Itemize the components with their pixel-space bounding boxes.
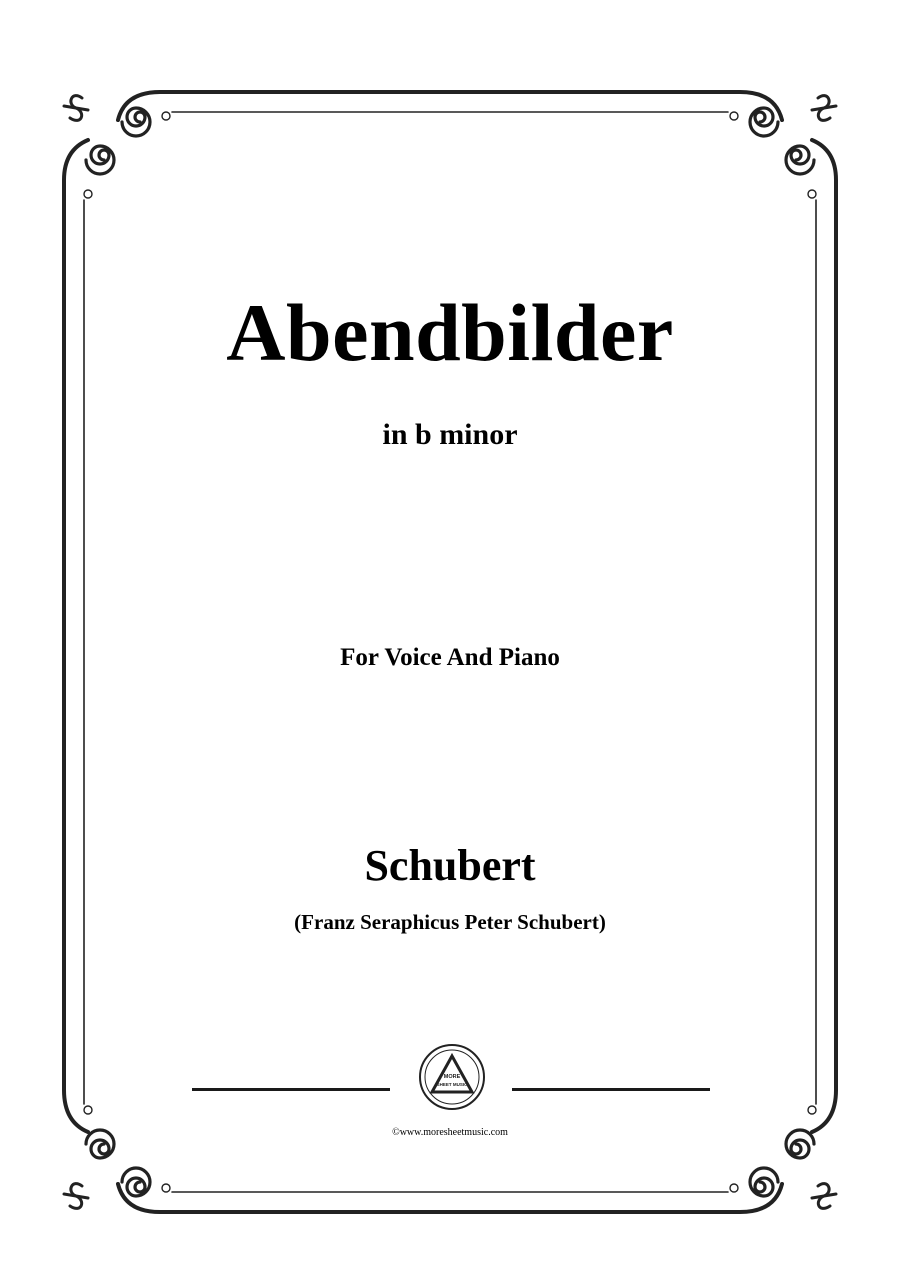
frame-outer-top-left: [118, 92, 160, 120]
divider-left: [192, 1088, 390, 1091]
corner-flourish-bottom-right: [812, 1184, 836, 1209]
svg-text:MORE: MORE: [443, 1074, 461, 1080]
divider-right: [512, 1088, 710, 1091]
page-title: Abendbilder: [226, 287, 674, 378]
publisher-seal-icon: [417, 1042, 487, 1112]
composer-name: Schubert: [364, 841, 536, 890]
copyright-notice: ©www.moresheetmusic.com: [392, 1127, 508, 1138]
frame-outer-bottom: [118, 1184, 782, 1212]
frame-outer-top: [160, 92, 782, 120]
corner-flourish-top-left: [64, 96, 88, 121]
corner-flourish-top-right: [812, 96, 836, 121]
composer-full-name: (Franz Seraphicus Peter Schubert): [294, 910, 606, 934]
scoring-line: For Voice And Piano: [340, 644, 560, 671]
corner-flourish-bottom-left: [64, 1184, 88, 1209]
svg-text:SHEET MUSIC: SHEET MUSIC: [436, 1082, 468, 1087]
key-subtitle: in b minor: [382, 418, 518, 451]
